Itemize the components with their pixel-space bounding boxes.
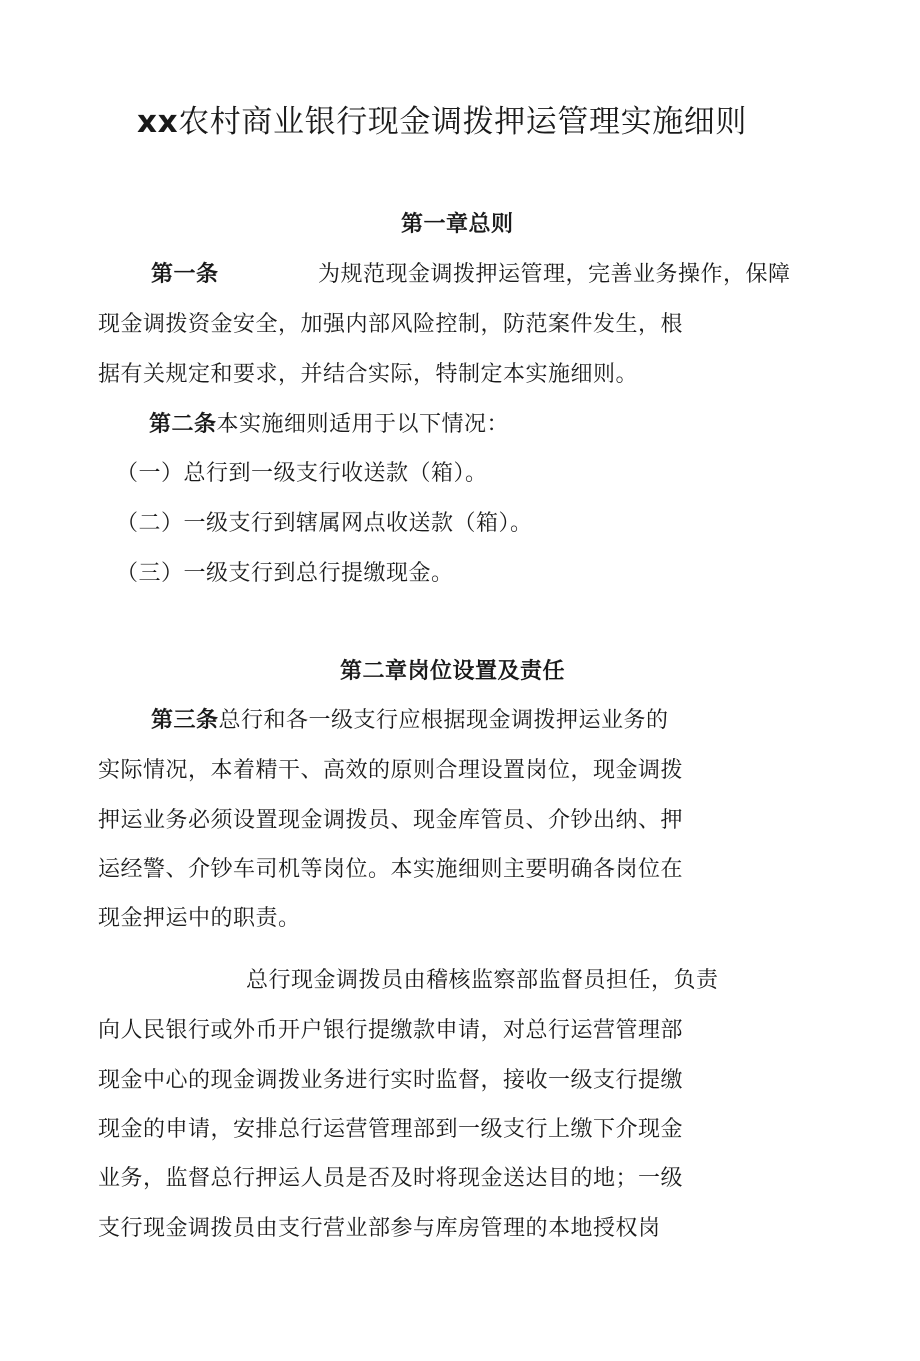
chapter1-heading: 第一章总则	[401, 212, 514, 237]
article2-text: 本实施细则适用于以下情况：	[216, 412, 510, 437]
title-main: 农村商业银行现金调拨押运管理实施细则	[178, 104, 748, 140]
title-prefix: xx	[137, 104, 179, 140]
article3-text-line4: 运经警、介钞车司机等岗位。本实施细则主要明确各岗位在	[98, 857, 684, 882]
article3-text-line1: 总行和各一级支行应根据现金调拨押运业务的	[218, 708, 669, 733]
paragraph-line3: 现金中心的现金调拨业务进行实时监督，接收一级支行提缴	[98, 1068, 684, 1093]
paragraph-line2: 向人民银行或外币开户银行提缴款申请，对总行运营管理部	[98, 1018, 684, 1043]
article1-label: 第一条	[151, 262, 219, 287]
article3-text-line5: 现金押运中的职责。	[98, 906, 301, 931]
paragraph-line5: 业务，监督总行押运人员是否及时将现金送达目的地；一级	[98, 1166, 684, 1191]
article2-item-1: （一）总行到一级支行收送款（箱）。	[116, 461, 488, 486]
paragraph-line4: 现金的申请，安排总行运营管理部到一级支行上缴下介现金	[98, 1117, 684, 1142]
paragraph-line6: 支行现金调拨员由支行营业部参与库房管理的本地授权岗	[98, 1216, 661, 1241]
article2-line	[149, 410, 509, 440]
article3-label: 第三条	[151, 708, 219, 733]
article1-text-line3: 据有关规定和要求，并结合实际，特制定本实施细则。	[98, 362, 639, 387]
article1-text-line1: 为规范现金调拨押运管理，完善业务操作，保障	[318, 262, 791, 287]
article1-text-line2: 现金调拨资金安全，加强内部风险控制，防范案件发生，根	[98, 312, 684, 337]
article2-item-2: （二）一级支行到辖属网点收送款（箱）。	[116, 511, 533, 536]
paragraph-line1: 总行现金调拨员由稽核监察部监督员担任，负责	[246, 968, 719, 993]
article3-text-line3: 押运业务必须设置现金调拨员、现金库管员、介钞出纳、押	[98, 808, 684, 833]
article2-label: 第二条	[149, 412, 217, 437]
chapter2-heading: 第二章岗位设置及责任	[340, 659, 566, 684]
article3-line1	[151, 706, 669, 736]
article2-item-3: （三）一级支行到总行提缴现金。	[116, 561, 454, 586]
article1-line1	[151, 260, 219, 290]
document-title	[137, 102, 747, 142]
article3-text-line2: 实际情况，本着精干、高效的原则合理设置岗位，现金调拨	[98, 758, 684, 783]
